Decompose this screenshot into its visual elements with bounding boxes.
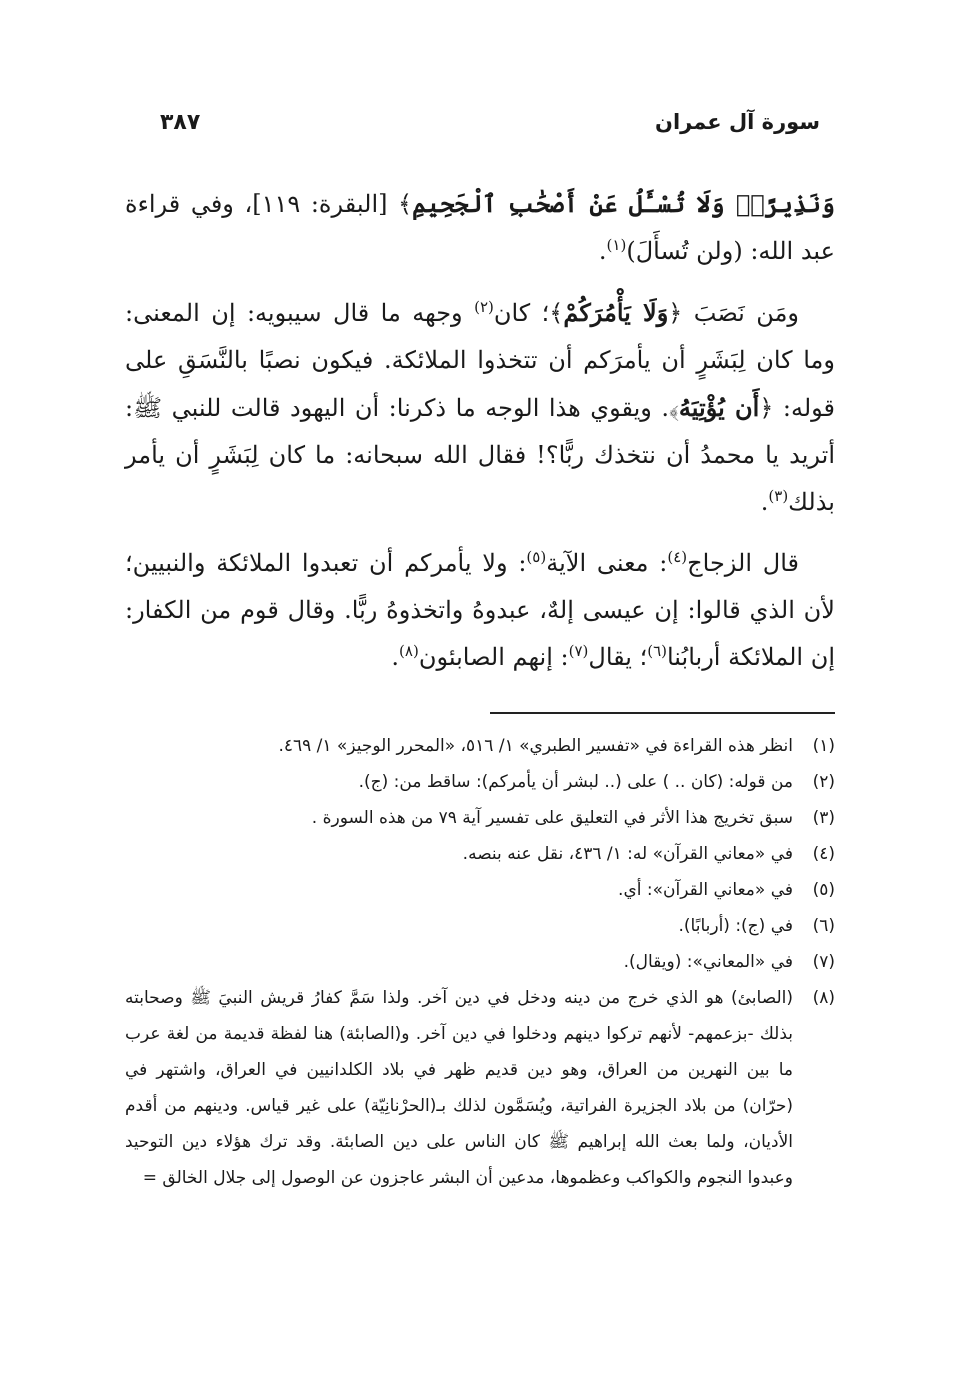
text-run: . (598, 237, 607, 265)
footnote-number: (٨) (812, 988, 835, 1008)
text-run: ﴾. ويقوي هذا الوجه ما ذكرنا: أن اليهود قالت للنبي ﷺ: أتريد يا محمدُ أن نتخذك ربًّا؟! فقال الله سبحانه: ما كان لِبَشَرٍ أن يأمر بذلك (125, 394, 835, 516)
footnote-item (125, 836, 835, 872)
footnote-item (125, 800, 835, 836)
footnote-ref-2[interactable]: (٢) (474, 298, 494, 316)
footnote-item (125, 764, 835, 800)
footnote-number: (١) (812, 736, 835, 756)
page-header (160, 110, 820, 150)
footnote-number: (٤) (812, 844, 835, 864)
footnote-ref-1[interactable]: (١) (606, 236, 627, 254)
footnote-text: من قوله: (كان .. ) على (.. لبشر أن يأمركم): ساقط من: (ج). (358, 772, 793, 792)
surah-title: سورة آل عمران (655, 110, 820, 134)
footnote-item (125, 908, 835, 944)
footnote-ref-3[interactable]: (٣) (768, 487, 789, 505)
footnote-text: سبق تخريج هذا الأثر في التعليق على تفسير آية ٧٩ من هذه السورة . (311, 808, 793, 828)
text-run: . (760, 488, 769, 516)
text-run: : ولا يأمركم أن تعبدوا الملائكة والنبيين؛ لأن الذي قالوا: إن عيسى إلهٌ، عبدوهُ واتخذوهُ ربًّا. وقال قوم من الكفار: إن الملائكة أربابُنا (125, 549, 835, 671)
footnote-ref-6[interactable]: (٦) (647, 642, 667, 660)
footnote-text: انظر هذه القراءة في «تفسير الطبري» ١/ ٥١٦، «المحرر الوجيز» ١/ ٤٦٩. (278, 736, 793, 756)
footnote-ref-5[interactable]: (٥) (526, 548, 547, 566)
text-run: ومَن نَصَبَ ﴿ (668, 299, 800, 327)
quran-verse: أَن يُؤْتِيَهُ (678, 393, 760, 422)
footnote-ref-4[interactable]: (٤) (667, 548, 688, 566)
paragraph-1 (125, 180, 835, 275)
quran-verse: وَنَذِيرًاۖ وَلَا تُسْـَٔلُ عَنْ أَصْحَٰبِ ٱلْجَحِيمِ (412, 189, 835, 218)
footnote-text: في «المعاني»: (ويقال). (623, 952, 793, 972)
text-run: وجهه ما قال سيبويه: إن المعنى: وما كان لِبَشَرٍ أن يأمرَكم أن تتخذوا الملائكة. فيكون نصبًا بالنَّسَقِ على قوله: ﴿ (125, 299, 836, 422)
footnote-item (125, 728, 835, 764)
text-run: . (391, 643, 400, 671)
footnote-item (125, 944, 835, 980)
quran-verse: وَلَا يَأْمُرَكُمْ (563, 298, 669, 327)
footnote-number: (٦) (812, 916, 835, 936)
footnote-text: في (ج): (أربابًا). (678, 916, 793, 936)
footnote-item (125, 980, 835, 1196)
footnote-number: (٢) (812, 772, 835, 792)
main-text (125, 180, 835, 695)
footnote-text: في «معاني القرآن» له: ١/ ٤٣٦، نقل عنه بنصه. (462, 844, 793, 864)
paragraph-2 (125, 289, 835, 526)
paragraph-3 (125, 540, 835, 681)
text-run: : إنهم الصابئون (418, 643, 569, 671)
footnote-text: (الصابئ) هو الذي خرج من دينه ودخل في دين آخر. ولذا سَمَّ كفارُ قريش النبيَ ﷺ وصحابته بذلك -بزعمهم- لأنهم تركوا دينهم ودخلوا في دين آخر. و(الصابئة) هنا لفظة قديمة من لغة عرب ما بين النهرين من العراق، وهو دين قديم ظهر في بلاد الكلدانيين في العراق، واشتهر في (حرّان) من بلاد الجزيرة الفراتية، ويُسَمَّون لذلك بـ(الحرْنانِيّة) على غير قياس. ودينهم من أقدم الأديان، ولما بعث الله إبراهيم ﷺ كان الناس على دين الصابئة. وقد ترك هؤلاء دين التوحيد وعبدوا النجوم والكواكب وعظموها، مدعين أن البشر عاجزون عن الوصول إلى جلال الخالق = (125, 988, 793, 1188)
footnote-item (125, 872, 835, 908)
footnote-ref-7[interactable]: (٧) (568, 642, 589, 660)
text-run: قال الزجاج (687, 549, 799, 577)
text-run: : معنى الآية (546, 549, 668, 577)
footnote-divider (490, 712, 835, 714)
footnote-number: (٣) (812, 808, 835, 828)
footnote-number: (٧) (812, 952, 835, 972)
text-run: ﴾؛ كان (493, 299, 564, 327)
footnote-number: (٥) (812, 880, 835, 900)
footnotes (125, 728, 835, 1196)
text-run: ﴾ [البقرة: ١١٩]، وفي قراءة عبد الله: (ولن تُسأَلَ) (125, 190, 835, 265)
text-run: ؛ يقال (588, 643, 648, 671)
footnote-text: في «معاني القرآن»: أي. (618, 880, 793, 900)
page-number: ٣٨٧ (160, 110, 201, 135)
footnote-ref-8[interactable]: (٨) (399, 642, 419, 660)
